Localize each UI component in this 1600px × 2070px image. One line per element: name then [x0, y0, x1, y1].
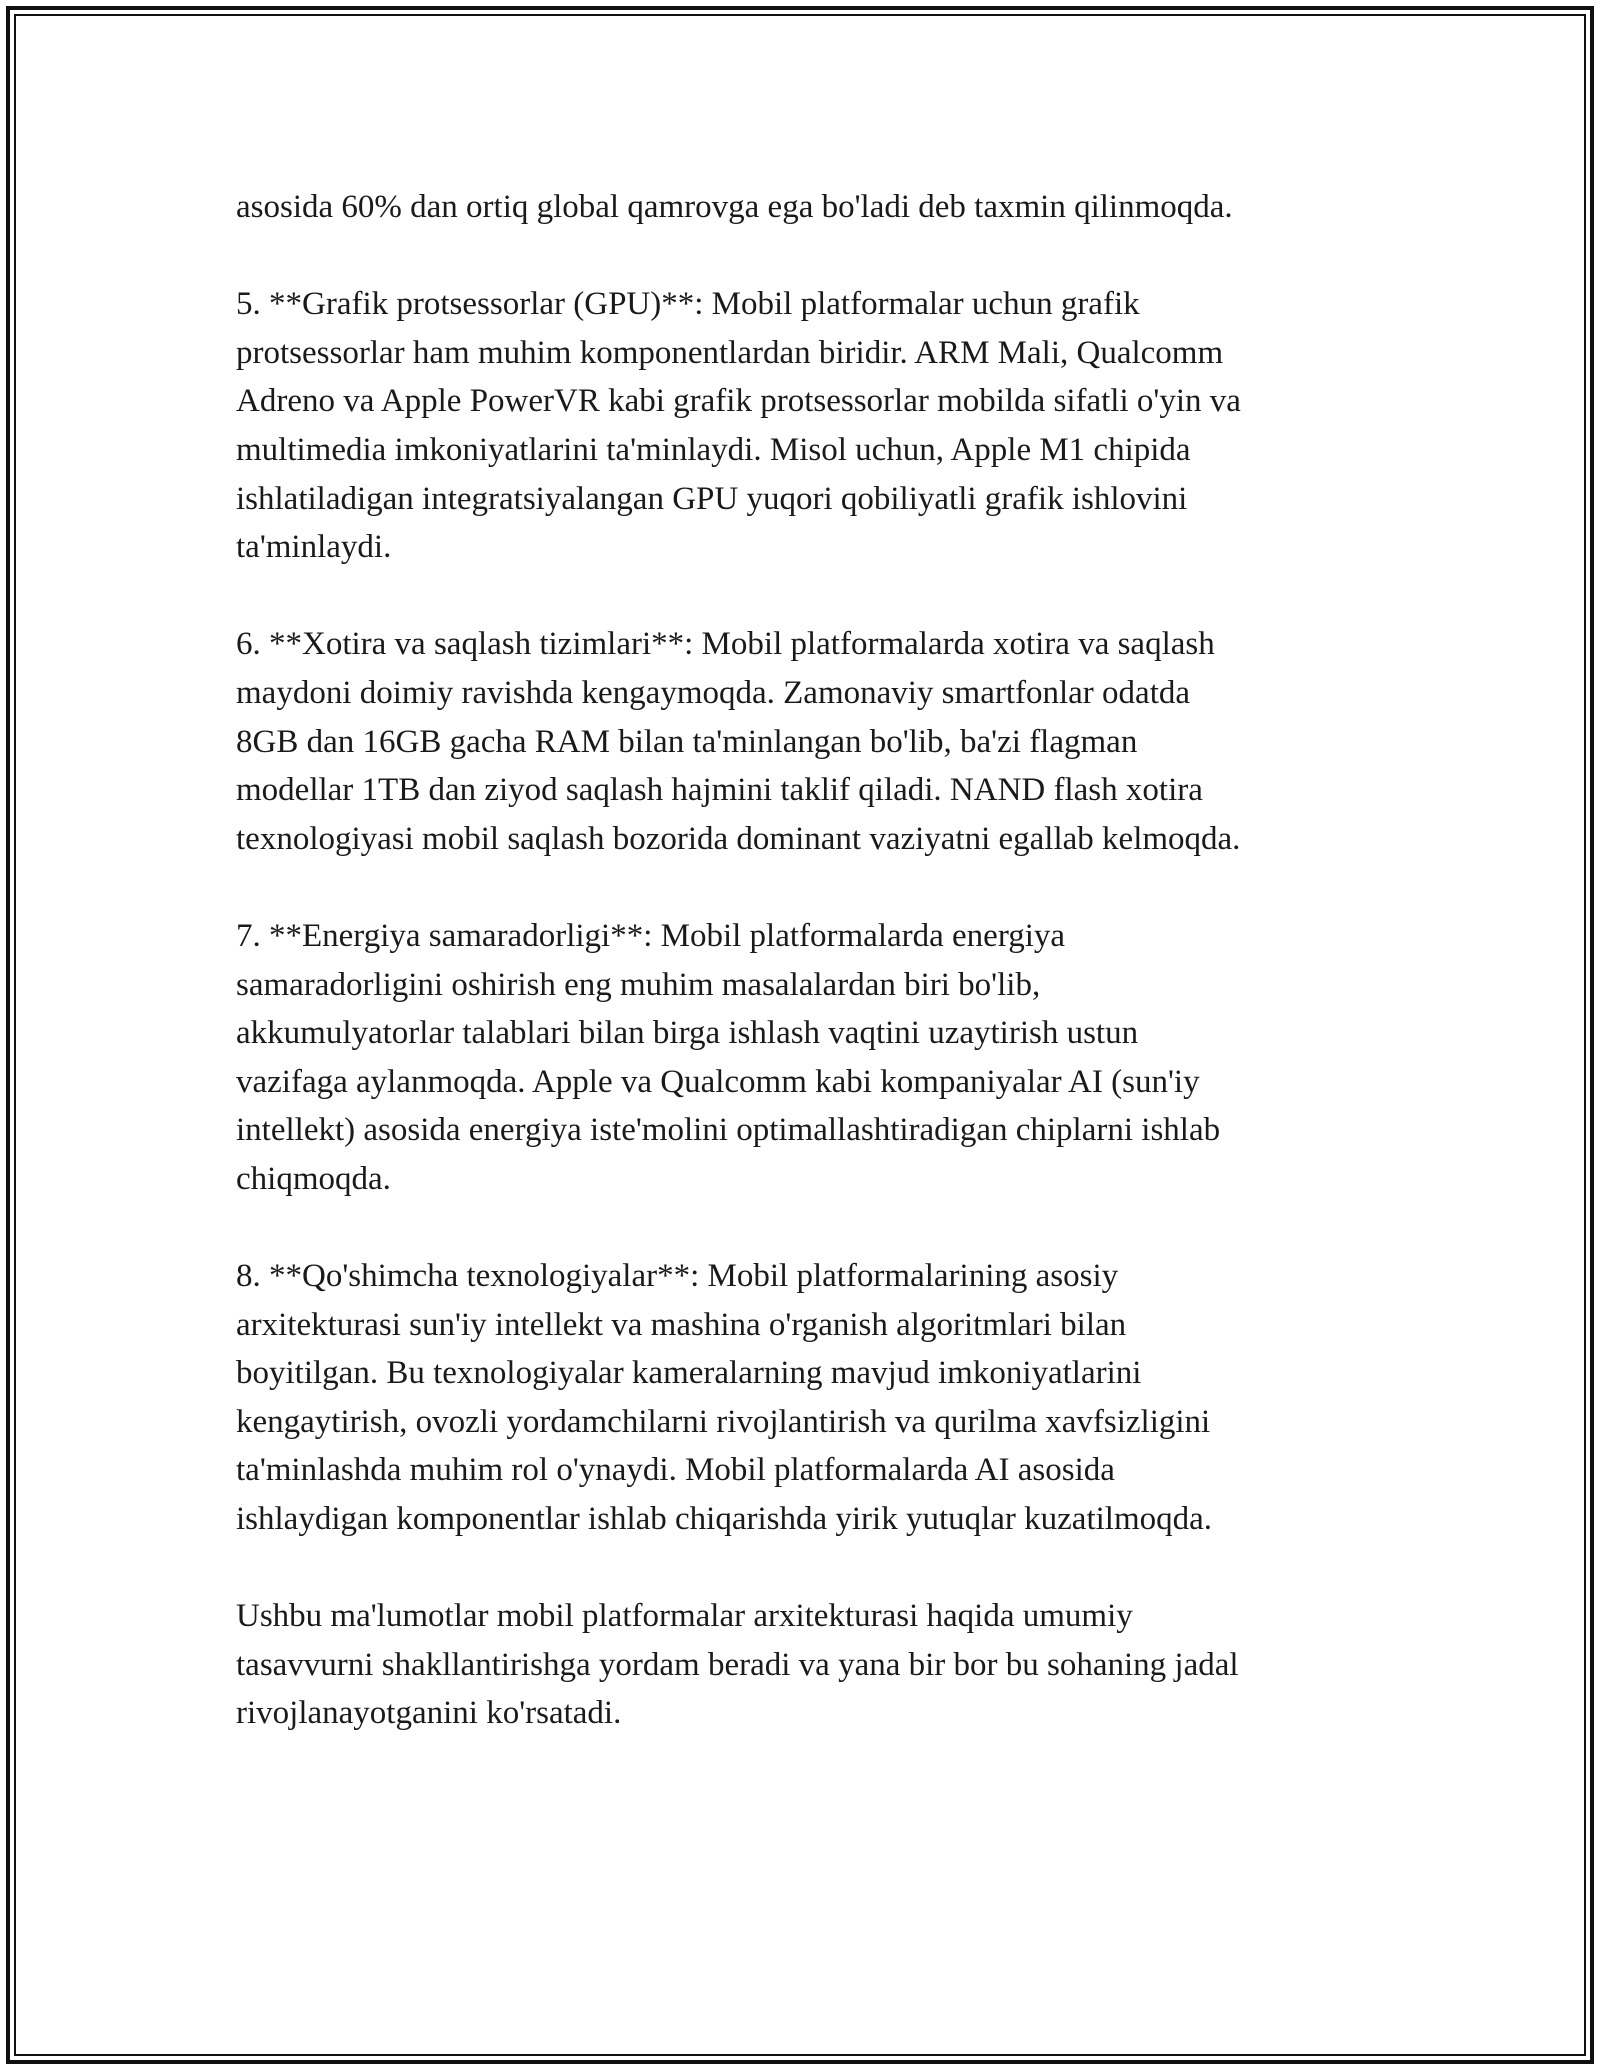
- text-line: kengaytirish, ovozli yordamchilarni rivojlantirish va qurilma xavfsizligini: [236, 1403, 1211, 1440]
- text-line: akkumulyatorlar talablari bilan birga ishlash vaqtini uzaytirish ustun: [236, 1015, 1139, 1052]
- text-line: multimedia imkoniyatlarini ta'minlaydi. Misol uchun, Apple M1 chipida: [236, 431, 1191, 468]
- paragraph-energy-efficiency: [236, 912, 1366, 1204]
- text-line: ishlatiladigan integratsiyalangan GPU yuqori qobiliyatli grafik ishlovini: [236, 480, 1188, 517]
- text-line: boyitilgan. Bu texnologiyalar kameralarning mavjud imkoniyatlarini: [236, 1355, 1142, 1392]
- text-line: tasavvurni shakllantirishga yordam beradi va yana bir bor bu sohaning jadal: [236, 1646, 1239, 1683]
- paragraph-gpu: [236, 280, 1366, 572]
- text-line: maydoni doimiy ravishda kengaymoqda. Zamonaviy smartfonlar odatda: [236, 674, 1191, 711]
- text-line: intellekt) asosida energiya iste'molini optimallashtiradigan chiplarni ishlab: [236, 1112, 1221, 1149]
- text-line: rivojlanayotganini ko'rsatadi.: [236, 1695, 622, 1732]
- text-line: 7. **Energiya samaradorligi**: Mobil platformalarda energiya: [236, 917, 1066, 954]
- text-line: samaradorligini oshirish eng muhim masalalardan biri bo'lib,: [236, 966, 1041, 1003]
- text-line: ta'minlaydi.: [236, 529, 392, 566]
- text-line: asosida 60% dan ortiq global qamrovga ega bo'ladi deb taxmin qilinmoqda.: [236, 189, 1233, 225]
- paragraph-additional-technologies: [236, 1252, 1366, 1544]
- text-line: protsessorlar ham muhim komponentlardan biridir. ARM Mali, Qualcomm: [236, 334, 1224, 371]
- text-line: 5. **Grafik protsessorlar (GPU)**: Mobil platformalar uchun grafik: [236, 286, 1140, 323]
- paragraph-continuation: [236, 183, 1366, 232]
- text-line: ishlaydigan komponentlar ishlab chiqarishda yirik yutuqlar kuzatilmoqda.: [236, 1501, 1213, 1538]
- text-line: 6. **Xotira va saqlash tizimlari**: Mobil platformalarda xotira va saqlash: [236, 626, 1215, 663]
- text-line: arxitekturasi sun'iy intellekt va mashina o'rganish algoritmlari bilan: [236, 1306, 1127, 1343]
- text-line: 8GB dan 16GB gacha RAM bilan ta'minlangan bo'lib, ba'zi flagman: [236, 723, 1138, 760]
- document-body: [236, 183, 1366, 1787]
- text-line: 8. **Qo'shimcha texnologiyalar**: Mobil platformalarining asosiy: [236, 1258, 1119, 1295]
- paragraph-memory-storage: [236, 620, 1366, 863]
- text-line: Ushbu ma'lumotlar mobil platformalar arxitekturasi haqida umumiy: [236, 1598, 1133, 1635]
- text-line: vazifaga aylanmoqda. Apple va Qualcomm kabi kompaniyalar AI (sun'iy: [236, 1063, 1200, 1100]
- text-line: modellar 1TB dan ziyod saqlash hajmini taklif qiladi. NAND flash xotira: [236, 772, 1203, 809]
- text-line: ta'minlashda muhim rol o'ynaydi. Mobil platformalarda AI asosida: [236, 1452, 1115, 1489]
- text-line: Adreno va Apple PowerVR kabi grafik protsessorlar mobilda sifatli o'yin va: [236, 383, 1241, 420]
- paragraph-conclusion: [236, 1592, 1366, 1738]
- text-line: texnologiyasi mobil saqlash bozorida dominant vaziyatni egallab kelmoqda.: [236, 820, 1241, 857]
- text-line: chiqmoqda.: [236, 1160, 391, 1197]
